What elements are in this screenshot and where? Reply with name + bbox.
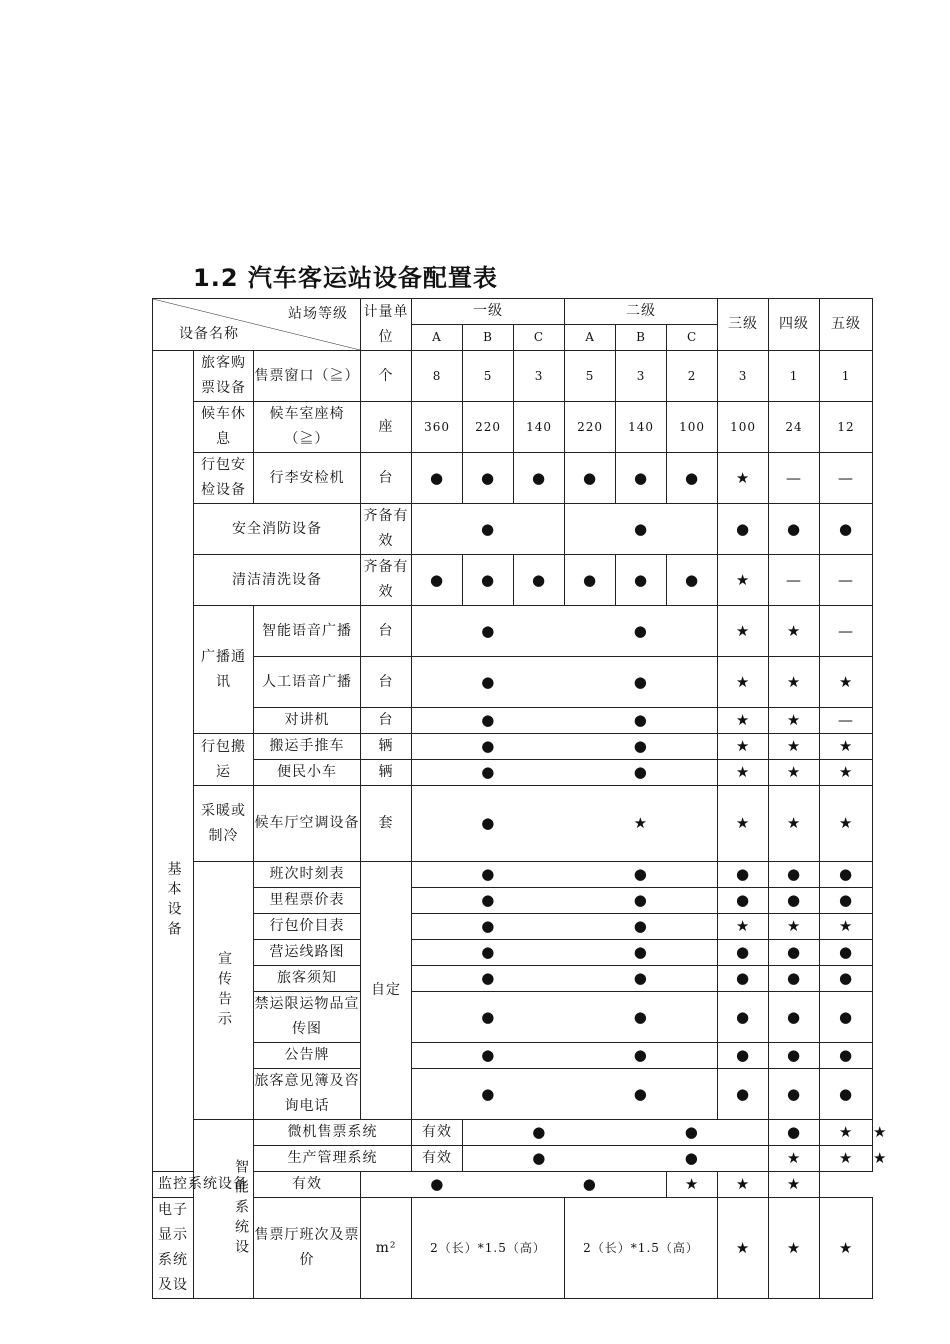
value-cell: ●	[565, 734, 718, 760]
value-cell: ●	[361, 1172, 514, 1198]
value-cell: —	[820, 708, 873, 734]
value-cell: ●	[769, 992, 820, 1043]
equipment-config-table	[152, 298, 888, 1299]
item-name: 监控系统设备	[153, 1172, 254, 1198]
item-name: 候车室座椅（≧）	[254, 402, 361, 453]
value-cell: ●	[412, 966, 565, 992]
value-cell: ●	[412, 606, 565, 657]
value-cell: ●	[412, 786, 565, 862]
value-cell: ●	[412, 992, 565, 1043]
value-cell: ●	[820, 504, 873, 555]
value-cell: 1	[769, 351, 820, 402]
unit-cell: 辆	[361, 734, 412, 760]
value-cell: ●	[565, 504, 718, 555]
item-name: 旅客须知	[254, 966, 361, 992]
value-cell: ●	[565, 760, 718, 786]
value-cell: 5	[565, 351, 616, 402]
value-cell: ●	[412, 888, 565, 914]
group-smart: 智能系统设	[194, 1120, 254, 1299]
value-cell: 3	[514, 351, 565, 402]
value-cell: ●	[616, 453, 667, 504]
table-row	[153, 786, 873, 862]
value-cell: 3	[718, 351, 769, 402]
value-cell: —	[820, 606, 873, 657]
value-cell: ●	[514, 555, 565, 606]
value-cell: ★	[718, 555, 769, 606]
unit-cell: 台	[361, 606, 412, 657]
value-cell: —	[820, 555, 873, 606]
value-cell: ●	[412, 940, 565, 966]
value-cell: 360	[412, 402, 463, 453]
value-cell: 12	[820, 402, 873, 453]
unit-cell: 有效	[254, 1172, 361, 1198]
value-cell: ●	[667, 555, 718, 606]
value-cell: ●	[565, 862, 718, 888]
unit-cell: 套	[361, 786, 412, 862]
item-name: 搬运手推车	[254, 734, 361, 760]
value-cell: ★	[769, 760, 820, 786]
subgrade-header: B	[616, 325, 667, 351]
value-cell: 8	[412, 351, 463, 402]
table-row	[153, 862, 873, 888]
value-cell: ●	[514, 1172, 667, 1198]
table-row	[153, 888, 873, 914]
value-cell: 140	[514, 402, 565, 453]
table-row	[153, 351, 873, 402]
value-cell: ★	[769, 657, 820, 708]
value-cell: ●	[718, 888, 769, 914]
subgrade-header: B	[463, 325, 514, 351]
diagonal-header-cell	[153, 299, 361, 351]
table-row	[153, 402, 873, 453]
unit-cell: 自定	[361, 862, 412, 1120]
value-cell: ●	[514, 453, 565, 504]
value-cell: ●	[412, 555, 463, 606]
unit-cell: 辆	[361, 760, 412, 786]
value-cell: ●	[412, 504, 565, 555]
value-cell: 2（长）*1.5（高）	[565, 1198, 718, 1299]
table-row	[153, 1172, 873, 1198]
subgrade-header: A	[412, 325, 463, 351]
unit-cell: 齐备有效	[361, 504, 412, 555]
value-cell: ●	[565, 1043, 718, 1069]
value-cell: ★	[667, 1172, 718, 1198]
item-name: 旅客意见簿及咨询电话	[254, 1069, 361, 1120]
grade5-header: 五级	[820, 299, 873, 351]
table-row: 智能系统设 微机售票系统 有效 ● ● ● ★ ★	[153, 1120, 873, 1146]
value-cell: ●	[769, 1043, 820, 1069]
value-cell: ●	[412, 1069, 565, 1120]
value-cell: ●	[820, 992, 873, 1043]
unit-cell: m²	[361, 1198, 412, 1299]
value-cell: ●	[412, 734, 565, 760]
value-cell: ●	[565, 888, 718, 914]
value-cell: ★	[769, 734, 820, 760]
value-cell: ●	[463, 1146, 616, 1172]
table-row	[153, 914, 873, 940]
item-name: 清洁清洗设备	[194, 555, 361, 606]
value-cell: ●	[820, 888, 873, 914]
table-row	[153, 734, 873, 760]
value-cell: ★	[820, 1198, 873, 1299]
value-cell: ★	[718, 606, 769, 657]
subgroup-publicity: 宣传告示	[194, 862, 254, 1120]
unit-cell: 台	[361, 453, 412, 504]
value-cell: ●	[565, 940, 718, 966]
item-name: 售票厅班次及票价	[254, 1198, 361, 1299]
value-cell: ●	[412, 760, 565, 786]
value-cell: ●	[667, 453, 718, 504]
grade2-header: 二级	[565, 299, 718, 325]
value-cell: ★	[718, 786, 769, 862]
value-cell: 220	[463, 402, 514, 453]
value-cell: ●	[718, 992, 769, 1043]
subgrade-header: C	[514, 325, 565, 351]
value-cell: ★	[769, 1198, 820, 1299]
value-cell: ●	[412, 657, 565, 708]
grade1-header: 一级	[412, 299, 565, 325]
table-row	[153, 555, 873, 606]
grade3-header: 三级	[718, 299, 769, 351]
value-cell: —	[769, 555, 820, 606]
value-cell: ●	[769, 1069, 820, 1120]
value-cell: ★	[820, 734, 873, 760]
table-row	[153, 992, 873, 1043]
value-cell: ★	[820, 786, 873, 862]
subgroup-cell: 行包安检设备	[194, 453, 254, 504]
unit-cell: 有效	[412, 1120, 463, 1146]
value-cell: ●	[412, 1043, 565, 1069]
station-grade-label: 站场等级	[288, 306, 349, 322]
value-cell: ●	[463, 453, 514, 504]
item-name: 禁运限运物品宣传图	[254, 992, 361, 1043]
value-cell: ●	[565, 555, 616, 606]
value-cell: 100	[718, 402, 769, 453]
value-cell: 140	[616, 402, 667, 453]
table-row	[153, 708, 873, 734]
unit-cell: 台	[361, 708, 412, 734]
subgrade-header: A	[565, 325, 616, 351]
item-name: 里程票价表	[254, 888, 361, 914]
value-cell: ●	[820, 1069, 873, 1120]
item-name: 生产管理系统	[254, 1146, 412, 1172]
subgroup-baggage-move: 行包搬运	[194, 734, 254, 786]
value-cell: ●	[616, 1120, 769, 1146]
value-cell: ●	[565, 606, 718, 657]
value-cell: 220	[565, 402, 616, 453]
value-cell: ●	[616, 555, 667, 606]
value-cell: ●	[718, 1069, 769, 1120]
value-cell: ●	[718, 504, 769, 555]
value-cell: ●	[769, 504, 820, 555]
subgroup-broadcast: 广播通讯	[194, 606, 254, 734]
value-cell: ●	[412, 914, 565, 940]
subgroup-heat-cool: 采暖或制冷	[194, 786, 254, 862]
unit-cell: 齐备有效	[361, 555, 412, 606]
item-name: 班次时刻表	[254, 862, 361, 888]
value-cell: ●	[412, 708, 565, 734]
table-row: 生产管理系统 有效 ● ● ★ ★ ★	[153, 1146, 873, 1172]
value-cell: ●	[718, 1043, 769, 1069]
value-cell: ●	[412, 453, 463, 504]
value-cell: ●	[718, 966, 769, 992]
value-cell: ●	[769, 862, 820, 888]
value-cell: ★	[718, 760, 769, 786]
table-row	[153, 1198, 873, 1299]
item-name: 行李安检机	[254, 453, 361, 504]
table-row	[153, 760, 873, 786]
value-cell: ●	[463, 1120, 616, 1146]
value-cell: ●	[412, 862, 565, 888]
value-cell: ●	[565, 1069, 718, 1120]
value-cell: ★	[769, 786, 820, 862]
value-cell: ●	[820, 1043, 873, 1069]
value-cell: —	[769, 453, 820, 504]
table-row	[153, 1069, 873, 1120]
table-row	[153, 657, 873, 708]
value-cell: 2（长）*1.5（高）	[412, 1198, 565, 1299]
value-cell: ★	[820, 914, 873, 940]
value-cell: 3	[616, 351, 667, 402]
grade4-header: 四级	[769, 299, 820, 351]
table-row	[153, 966, 873, 992]
value-cell: ●	[769, 940, 820, 966]
item-name: 候车厅空调设备	[254, 786, 361, 862]
item-name: 行包价目表	[254, 914, 361, 940]
value-cell: 5	[463, 351, 514, 402]
value-cell: ★	[769, 1172, 820, 1198]
unit-cell: 座	[361, 402, 412, 453]
value-cell: 1	[820, 351, 873, 402]
value-cell: ★	[769, 1146, 820, 1172]
table-row	[153, 504, 873, 555]
value-cell: ★	[565, 786, 718, 862]
unit-cell: 个	[361, 351, 412, 402]
item-name: 微机售票系统	[254, 1120, 412, 1146]
value-cell: ●	[565, 708, 718, 734]
subgroup-cell: 候车休息	[194, 402, 254, 453]
value-cell: 100	[667, 402, 718, 453]
unit-header: 计量单位	[361, 299, 412, 351]
value-cell: ★	[820, 760, 873, 786]
value-cell: ●	[616, 1146, 769, 1172]
subgrade-header: C	[667, 325, 718, 351]
value-cell: ★	[769, 708, 820, 734]
item-name: 安全消防设备	[194, 504, 361, 555]
value-cell: ★	[718, 453, 769, 504]
item-name: 便民小车	[254, 760, 361, 786]
value-cell: ●	[565, 992, 718, 1043]
item-name: 智能语音广播	[254, 606, 361, 657]
value-cell: ●	[769, 1120, 820, 1146]
table-row	[153, 453, 873, 504]
value-cell: ★	[718, 708, 769, 734]
table-row	[153, 1043, 873, 1069]
table-row	[153, 940, 873, 966]
item-name: 公告牌	[254, 1043, 361, 1069]
value-cell: 2	[667, 351, 718, 402]
value-cell: ●	[718, 862, 769, 888]
value-cell: ★	[820, 657, 873, 708]
value-cell: ★	[718, 914, 769, 940]
unit-cell: 台	[361, 657, 412, 708]
value-cell: ●	[820, 966, 873, 992]
item-name: 营运线路图	[254, 940, 361, 966]
subgroup-cell: 电子显示系统及设	[153, 1198, 194, 1299]
value-cell: ●	[769, 966, 820, 992]
item-name: 售票窗口（≧）	[254, 351, 361, 402]
group-basic: 基本设备	[153, 351, 194, 1172]
value-cell: ★	[718, 734, 769, 760]
value-cell: ●	[463, 555, 514, 606]
value-cell: ●	[820, 940, 873, 966]
value-cell: ★	[718, 1172, 769, 1198]
value-cell: ★	[769, 914, 820, 940]
value-cell: —	[820, 453, 873, 504]
value-cell: ●	[769, 888, 820, 914]
value-cell: ★	[820, 1120, 873, 1146]
value-cell: 24	[769, 402, 820, 453]
table-row	[153, 606, 873, 657]
item-name: 人工语音广播	[254, 657, 361, 708]
value-cell: ●	[820, 862, 873, 888]
value-cell: ★	[718, 1198, 769, 1299]
value-cell: ★	[769, 606, 820, 657]
value-cell: ●	[718, 940, 769, 966]
page-title: 1.2 汽车客运站设备配置表	[193, 264, 498, 292]
value-cell: ●	[565, 453, 616, 504]
value-cell: ★	[718, 657, 769, 708]
value-cell: ●	[565, 914, 718, 940]
value-cell: ●	[565, 966, 718, 992]
subgroup-cell: 旅客购票设备	[194, 351, 254, 402]
equipment-name-label: 设备名称	[179, 326, 239, 342]
item-name: 对讲机	[254, 708, 361, 734]
value-cell: ●	[565, 657, 718, 708]
unit-cell: 有效	[412, 1146, 463, 1172]
value-cell: ★	[820, 1146, 873, 1172]
